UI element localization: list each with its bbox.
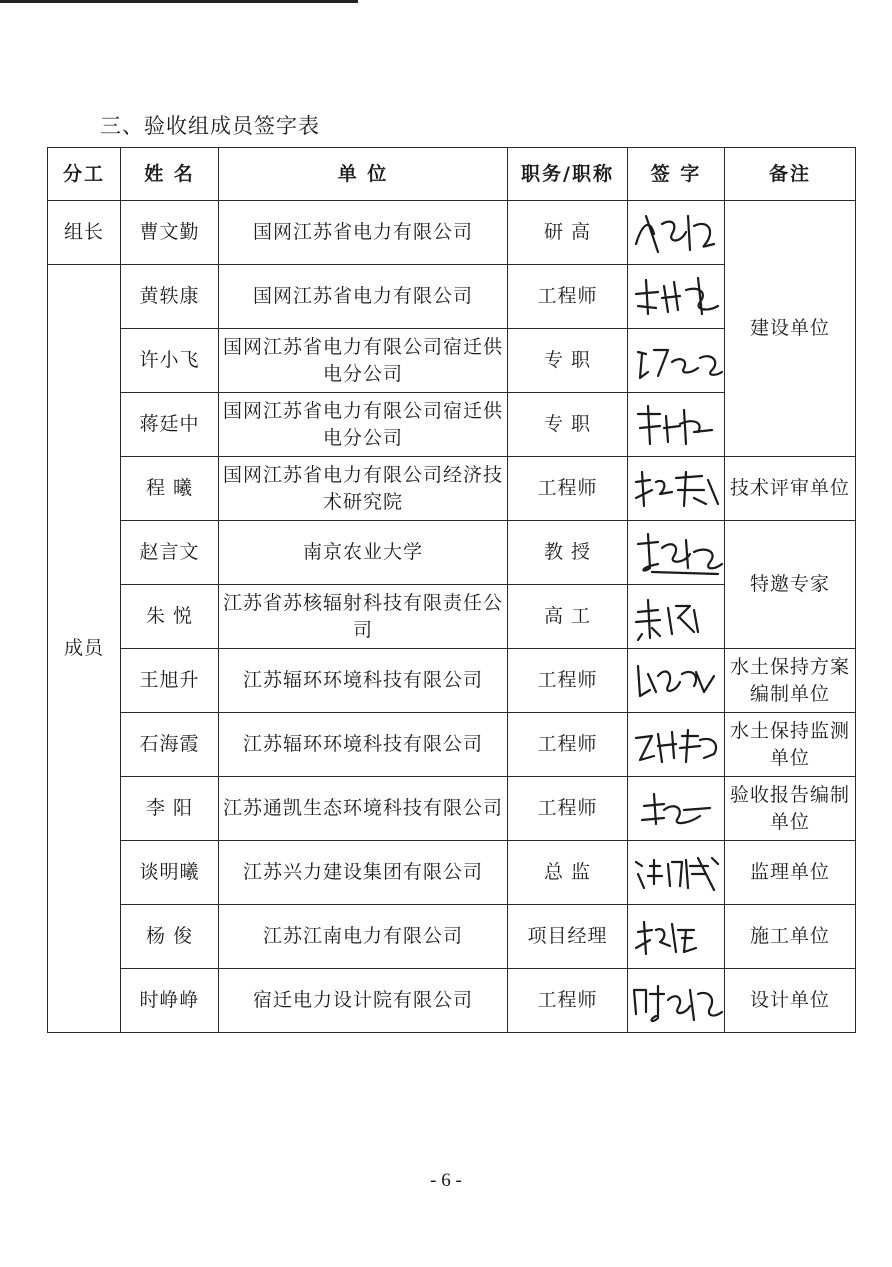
- handwritten-signature: [628, 588, 724, 646]
- org-cell: 江苏辐环环境科技有限公司: [219, 649, 508, 713]
- table-row: [48, 201, 856, 265]
- signature-cell: [628, 329, 725, 393]
- name-cell: 李 阳: [121, 777, 219, 841]
- title-cell: 教 授: [508, 521, 628, 585]
- table-row: [48, 649, 856, 713]
- table-row: [48, 841, 856, 905]
- signature-table: [47, 147, 856, 1033]
- org-cell: 国网江苏省电力有限公司: [219, 201, 508, 265]
- handwritten-signature: [628, 460, 724, 518]
- handwritten-signature: [628, 524, 724, 582]
- handwritten-signature: [628, 396, 724, 454]
- page-number: - 6 -: [430, 1170, 462, 1191]
- name-cell: 谈明曦: [121, 841, 219, 905]
- title-cell: 工程师: [508, 649, 628, 713]
- remark-cell: 建设单位: [725, 201, 856, 457]
- signature-cell: [628, 649, 725, 713]
- remark-cell: 设计单位: [725, 969, 856, 1033]
- table-row: [48, 905, 856, 969]
- name-cell: 赵言文: [121, 521, 219, 585]
- remark-cell: 验收报告编制单位: [725, 777, 856, 841]
- header-remarks: 备注: [725, 148, 856, 201]
- table-row: [48, 969, 856, 1033]
- section-title: 三、验收组成员签字表: [100, 114, 320, 138]
- name-cell: 王旭升: [121, 649, 219, 713]
- title-cell: 总 监: [508, 841, 628, 905]
- signature-cell: [628, 521, 725, 585]
- signature-cell: [628, 905, 725, 969]
- signature-cell: [628, 457, 725, 521]
- name-cell: 程 曦: [121, 457, 219, 521]
- table-row: [48, 457, 856, 521]
- remark-cell: 水土保持方案编制单位: [725, 649, 856, 713]
- name-cell: 蒋廷中: [121, 393, 219, 457]
- name-cell: 曹文勤: [121, 201, 219, 265]
- handwritten-signature: [628, 972, 724, 1030]
- handwritten-signature: [628, 652, 724, 710]
- name-cell: 许小飞: [121, 329, 219, 393]
- table-row: [48, 521, 856, 585]
- org-cell: 国网江苏省电力有限公司宿迁供电分公司: [219, 393, 508, 457]
- signature-cell: [628, 713, 725, 777]
- remark-cell: 技术评审单位: [725, 457, 856, 521]
- signature-cell: [628, 393, 725, 457]
- handwritten-signature: [628, 908, 724, 966]
- title-cell: 项目经理: [508, 905, 628, 969]
- table-header-row: [48, 148, 856, 201]
- org-cell: 国网江苏省电力有限公司: [219, 265, 508, 329]
- header-name: 姓 名: [121, 148, 219, 201]
- title-cell: 研 高: [508, 201, 628, 265]
- handwritten-signature: [628, 268, 724, 326]
- title-cell: 工程师: [508, 265, 628, 329]
- name-cell: 朱 悦: [121, 585, 219, 649]
- org-cell: 江苏江南电力有限公司: [219, 905, 508, 969]
- name-cell: 时峥峥: [121, 969, 219, 1033]
- signature-cell: [628, 201, 725, 265]
- signature-cell: [628, 777, 725, 841]
- title-cell: 专 职: [508, 329, 628, 393]
- org-cell: 南京农业大学: [219, 521, 508, 585]
- org-cell: 国网江苏省电力有限公司经济技术研究院: [219, 457, 508, 521]
- title-cell: 工程师: [508, 457, 628, 521]
- role-cell: 组长: [48, 201, 121, 265]
- org-cell: 江苏兴力建设集团有限公司: [219, 841, 508, 905]
- remark-cell: 水土保持监测单位: [725, 713, 856, 777]
- title-cell: 专 职: [508, 393, 628, 457]
- signature-cell: [628, 969, 725, 1033]
- title-cell: 工程师: [508, 713, 628, 777]
- org-cell: 宿迁电力设计院有限公司: [219, 969, 508, 1033]
- signature-cell: [628, 585, 725, 649]
- header-role: 分工: [48, 148, 121, 201]
- org-cell: 国网江苏省电力有限公司宿迁供电分公司: [219, 329, 508, 393]
- handwritten-signature: [628, 844, 724, 902]
- handwritten-signature: [628, 332, 724, 390]
- header-org: 单 位: [219, 148, 508, 201]
- name-cell: 黄轶康: [121, 265, 219, 329]
- title-cell: 高 工: [508, 585, 628, 649]
- signature-cell: [628, 841, 725, 905]
- table-row: [48, 713, 856, 777]
- title-cell: 工程师: [508, 969, 628, 1033]
- remark-cell: 特邀专家: [725, 521, 856, 649]
- role-cell: 成员: [48, 265, 121, 1033]
- remark-cell: 施工单位: [725, 905, 856, 969]
- org-cell: 江苏省苏核辐射科技有限责任公司: [219, 585, 508, 649]
- name-cell: 石海霞: [121, 713, 219, 777]
- top-rule: [0, 0, 358, 3]
- header-title: 职务/职称: [508, 148, 628, 201]
- title-cell: 工程师: [508, 777, 628, 841]
- org-cell: 江苏辐环环境科技有限公司: [219, 713, 508, 777]
- handwritten-signature: [628, 204, 724, 262]
- header-signature: 签 字: [628, 148, 725, 201]
- org-cell: 江苏通凯生态环境科技有限公司: [219, 777, 508, 841]
- signature-cell: [628, 265, 725, 329]
- remark-cell: 监理单位: [725, 841, 856, 905]
- table-row: [48, 777, 856, 841]
- name-cell: 杨 俊: [121, 905, 219, 969]
- handwritten-signature: [628, 780, 724, 838]
- handwritten-signature: [628, 716, 724, 774]
